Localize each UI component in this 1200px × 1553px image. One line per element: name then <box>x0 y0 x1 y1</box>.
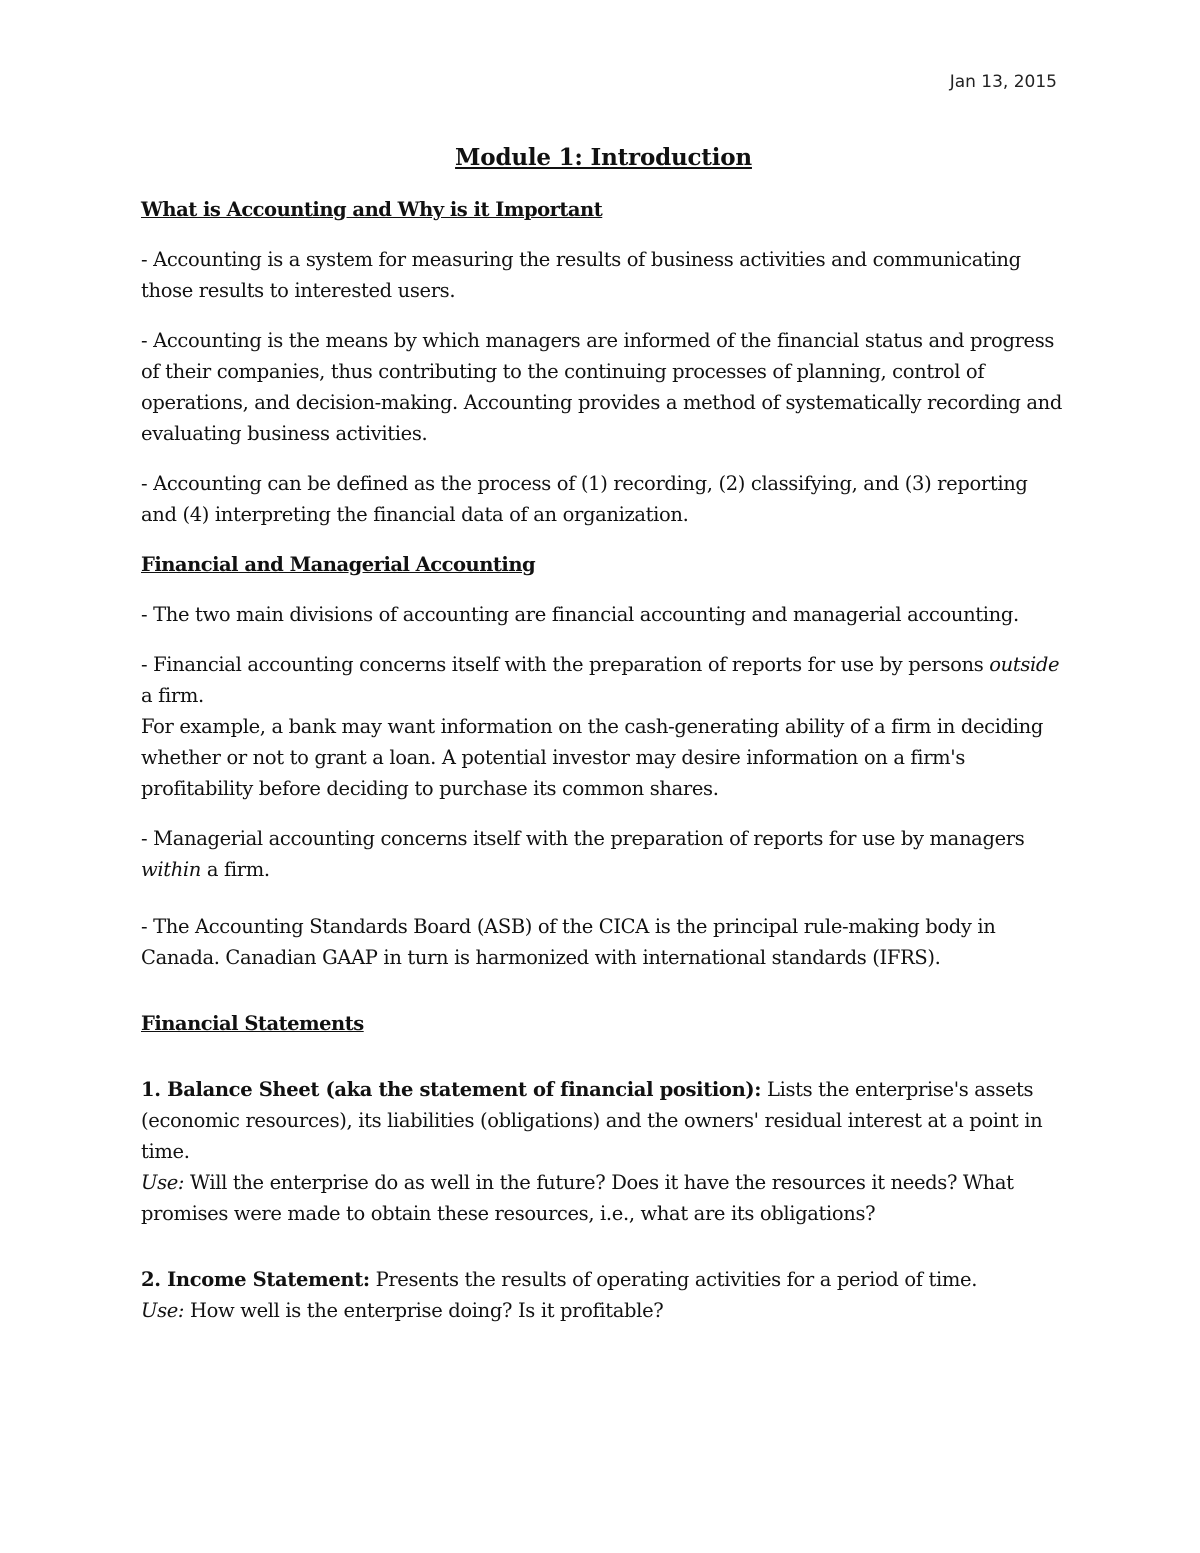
statement-text: Lists the enterprise's assets (economic resources), its liabilities (obligations) and the owners' residual interest at a point in time. <box>141 1078 1043 1163</box>
paragraph-text: - Financial accounting concerns itself with the preparation of reports for use by persons <box>141 653 990 676</box>
paragraph-text: a firm. <box>201 858 270 881</box>
use-text: Will the enterprise do as well in the future? Does it have the resources it needs? What promises were made to obtain these resources, i.e., what are its obligations? <box>141 1171 1014 1225</box>
use-label: Use: <box>141 1299 185 1322</box>
statement-item-balance-sheet <box>141 1074 1066 1167</box>
paragraph-text: a firm. <box>141 684 204 707</box>
emphasis-text: outside <box>989 653 1060 676</box>
statement-item-income-statement <box>141 1264 1066 1295</box>
paragraph: - Accounting can be defined as the process of (1) recording, (2) classifying, and (3) reporting and (4) interpreting the financial data of an organization. <box>141 472 1028 526</box>
section-heading-what-is-accounting: What is Accounting and Why is it Important <box>141 198 603 221</box>
statement-use <box>141 1295 1066 1326</box>
statement-use <box>141 1167 1066 1229</box>
section-heading-financial-managerial: Financial and Managerial Accounting <box>141 553 536 576</box>
statement-label: 2. Income Statement: <box>141 1268 370 1291</box>
use-text: How well is the enterprise doing? Is it profitable? <box>184 1299 664 1322</box>
paragraph <box>141 823 1066 885</box>
emphasis-text: within <box>141 858 202 881</box>
statement-label: 1. Balance Sheet (aka the statement of financial position): <box>141 1078 762 1101</box>
paragraph: - Accounting is the means by which managers are informed of the financial status and progress of their companies, thus contributing to the continuing processes of planning, control of operations, and decision-making. Accounting provides a method of systematically recording and evaluating business activities. <box>141 329 1062 445</box>
paragraph-text: - Managerial accounting concerns itself with the preparation of reports for use by managers <box>141 827 1025 850</box>
paragraph: - Accounting is a system for measuring the results of business activities and communicating those results to interested users. <box>141 248 1021 302</box>
paragraph: - The two main divisions of accounting are financial accounting and managerial accounting. <box>141 603 1019 626</box>
statement-text: Presents the results of operating activities for a period of time. <box>369 1268 978 1291</box>
paragraph: - The Accounting Standards Board (ASB) of the CICA is the principal rule-making body in Canada. Canadian GAAP in turn is harmonized with international standards (IFRS). <box>141 915 996 969</box>
page-title: Module 1: Introduction <box>455 144 752 171</box>
section-heading-financial-statements: Financial Statements <box>141 1012 364 1035</box>
use-label: Use: <box>141 1171 185 1194</box>
paragraph-example: For example, a bank may want information on the cash-generating ability of a firm in deciding whether or not to grant a loan. A potential investor may desire information on a firm's profitability before deciding to purchase its common shares. <box>141 715 1043 800</box>
document-body <box>141 142 1066 1345</box>
document-date: Jan 13, 2015 <box>949 72 1057 92</box>
paragraph <box>141 649 1066 711</box>
